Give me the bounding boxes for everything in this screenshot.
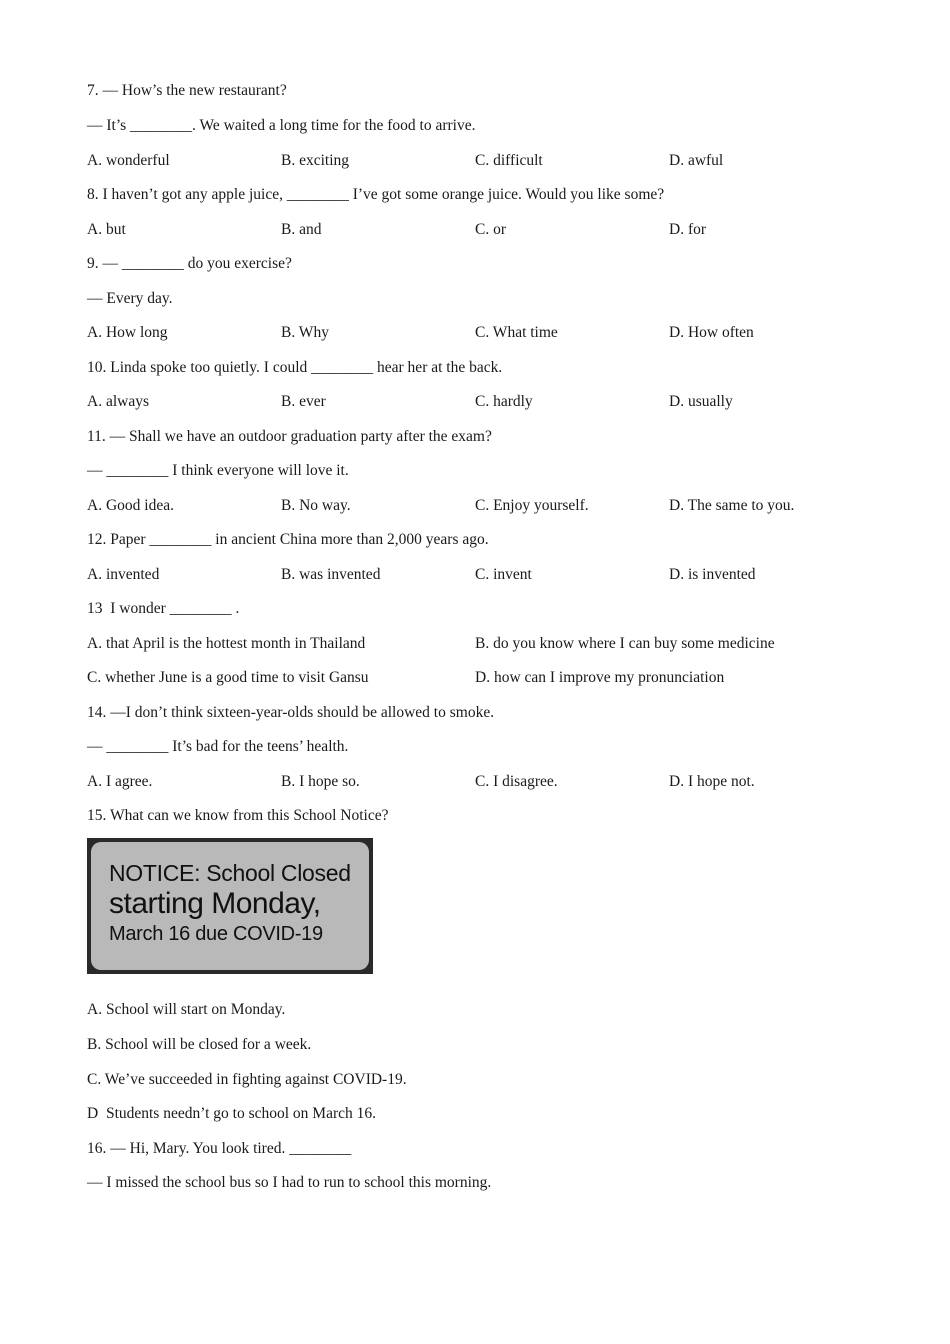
question-14-prompt: 14. —I don’t think sixteen-year-olds should be allowed to smoke.	[87, 704, 495, 721]
question-7-reply: — It’s ________. We waited a long time for the food to arrive.	[87, 117, 476, 134]
question-11-prompt: 11. — Shall we have an outdoor graduation party after the exam?	[87, 428, 492, 445]
question-11-option-d: D. The same to you.	[669, 497, 795, 514]
question-7-option-b: B. exciting	[281, 152, 350, 169]
question-11-option-c: C. Enjoy yourself.	[475, 497, 589, 514]
question-15-option-a: A. School will start on Monday.	[87, 1001, 286, 1018]
notice-line-3: March 16 due COVID-19	[109, 923, 323, 945]
question-13-option-a: A. that April is the hottest month in Thailand	[87, 635, 366, 652]
question-11-option-b: B. No way.	[281, 497, 351, 514]
question-11-reply: — ________ I think everyone will love it.	[87, 462, 349, 479]
question-9-prompt: 9. — ________ do you exercise?	[87, 255, 292, 272]
question-12-option-c: C. invent	[475, 566, 532, 583]
question-12-option-b: B. was invented	[281, 566, 381, 583]
notice-line-2: starting Monday,	[109, 887, 321, 920]
question-7-option-d: D. awful	[669, 152, 724, 169]
question-8-option-c: C. or	[475, 221, 506, 238]
question-7-option-c: C. difficult	[475, 152, 543, 169]
question-8-option-a: A. but	[87, 221, 126, 238]
question-16-prompt: 16. — Hi, Mary. You look tired. ________	[87, 1140, 352, 1157]
question-9-option-b: B. Why	[281, 324, 329, 341]
question-15-option-d: D Students needn’t go to school on March 16.	[87, 1105, 377, 1122]
school-notice-panel	[91, 842, 369, 970]
question-12-option-d: D. is invented	[669, 566, 756, 583]
question-10-option-c: C. hardly	[475, 393, 533, 410]
question-14-option-a: A. I agree.	[87, 773, 153, 790]
question-9-option-d: D. How often	[669, 324, 754, 341]
question-14-reply: — ________ It’s bad for the teens’ health.	[87, 738, 349, 755]
question-13-option-b: B. do you know where I can buy some medicine	[475, 635, 775, 652]
question-13-option-c: C. whether June is a good time to visit Gansu	[87, 669, 369, 686]
school-notice-image	[87, 838, 373, 974]
question-12-prompt: 12. Paper ________ in ancient China more than 2,000 years ago.	[87, 531, 489, 548]
question-9-option-a: A. How long	[87, 324, 168, 341]
question-9-option-c: C. What time	[475, 324, 558, 341]
question-15-prompt: 15. What can we know from this School Notice?	[87, 807, 389, 824]
question-14-option-b: B. I hope so.	[281, 773, 360, 790]
question-14-option-c: C. I disagree.	[475, 773, 558, 790]
question-11-option-a: A. Good idea.	[87, 497, 174, 514]
question-10-option-d: D. usually	[669, 393, 733, 410]
question-7-option-a: A. wonderful	[87, 152, 170, 169]
question-16-reply: — I missed the school bus so I had to run to school this morning.	[87, 1174, 492, 1191]
question-13-option-d: D. how can I improve my pronunciation	[475, 669, 725, 686]
notice-line-1: NOTICE: School Closed	[109, 860, 351, 886]
question-10-prompt: 10. Linda spoke too quietly. I could ________ hear her at the back.	[87, 359, 503, 376]
question-13-prompt: 13 I wonder ________ .	[87, 600, 240, 617]
question-12-option-a: A. invented	[87, 566, 160, 583]
question-14-option-d: D. I hope not.	[669, 773, 755, 790]
question-8-option-b: B. and	[281, 221, 322, 238]
question-10-option-b: B. ever	[281, 393, 326, 410]
question-10-option-a: A. always	[87, 393, 149, 410]
question-15-option-b: B. School will be closed for a week.	[87, 1036, 312, 1053]
question-9-reply: — Every day.	[87, 290, 173, 307]
question-8-prompt: 8. I haven’t got any apple juice, ________ I’ve got some orange juice. Would you like some?	[87, 186, 665, 203]
question-7-prompt: 7. — How’s the new restaurant?	[87, 82, 287, 99]
question-8-option-d: D. for	[669, 221, 707, 238]
question-15-option-c: C. We’ve succeeded in fighting against COVID-19.	[87, 1071, 407, 1088]
